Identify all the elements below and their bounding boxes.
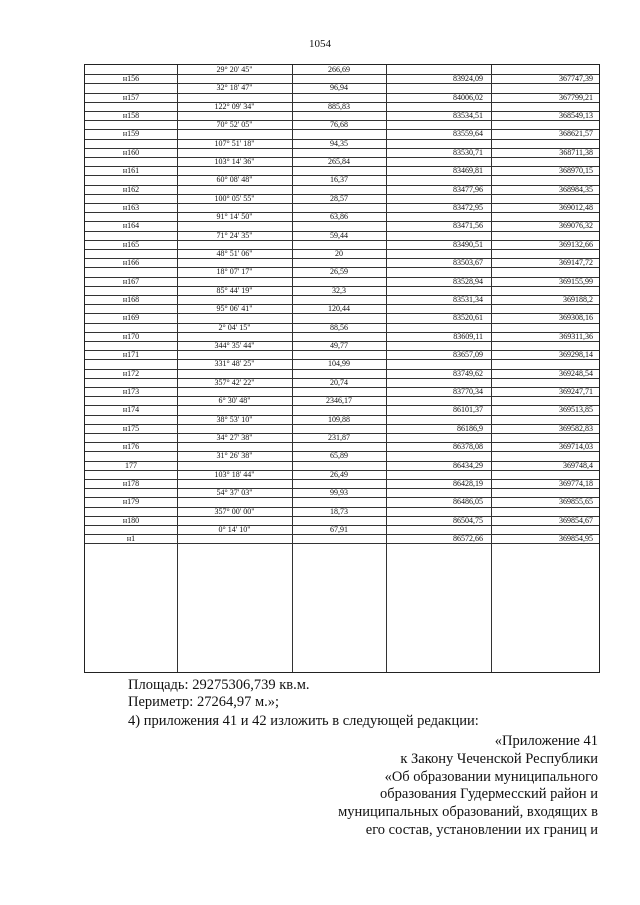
cell-point: н162 [122, 184, 140, 194]
cell-angle: 29° 20' 45" [216, 65, 253, 74]
table-row [85, 304, 599, 313]
cell-y: 368621,57 [559, 129, 593, 139]
cell-angle: 357° 42' 22" [214, 377, 255, 387]
table-row [85, 93, 599, 102]
appendix-header-line: «Об образовании муниципального [384, 768, 598, 785]
cell-length: 76,68 [330, 120, 348, 130]
cell-y: 369188,2 [563, 295, 593, 304]
table-row [85, 267, 599, 276]
cell-y: 369298,14 [559, 350, 593, 360]
cell-point: н165 [122, 239, 140, 249]
table-row [85, 461, 599, 470]
cell-length: 63,86 [330, 212, 348, 222]
cell-y: 369308,16 [559, 313, 593, 323]
table-row [85, 525, 599, 534]
cell-length: 96,94 [330, 83, 348, 93]
amendment-item: 4) приложения 41 и 42 изложить в следующей редакции: [128, 713, 479, 729]
cell-x: 86434,29 [453, 460, 483, 470]
cell-angle: 71° 24' 35" [216, 230, 253, 240]
appendix-header-line: к Закону Чеченской Республики [400, 750, 598, 767]
cell-y: 369147,72 [559, 258, 593, 268]
cell-y: 368970,15 [559, 166, 593, 176]
cell-y: 368711,38 [559, 147, 593, 157]
appendix-header-line: муниципальных образований, входящих в [338, 804, 598, 821]
table-row [85, 451, 599, 460]
cell-point: н174 [122, 405, 140, 415]
appendix-header-line: «Приложение 41 [494, 733, 598, 749]
coordinates-table [84, 64, 600, 673]
table-row [85, 65, 599, 74]
cell-point: н172 [122, 368, 140, 378]
cell-x: 83924,09 [453, 74, 483, 84]
table-row [85, 323, 599, 332]
cell-point: н179 [122, 497, 140, 507]
cell-x: 83472,95 [453, 203, 483, 212]
cell-length: 16,37 [330, 175, 348, 185]
table-row [85, 221, 599, 230]
cell-point: н175 [122, 423, 140, 433]
cell-y: 369132,66 [559, 239, 593, 249]
table-row [85, 102, 599, 111]
cell-angle: 122° 09' 34" [214, 101, 255, 111]
cell-x: 86486,05 [453, 497, 483, 507]
cell-y: 369513,85 [559, 405, 593, 415]
table-row [85, 148, 599, 157]
cell-x: 83749,62 [453, 368, 483, 378]
cell-angle: 31° 26' 38" [216, 451, 253, 461]
table-row [85, 111, 599, 120]
cell-point: н178 [122, 479, 140, 488]
table-row [85, 359, 599, 368]
cell-length: 26,59 [330, 267, 348, 277]
row-divider [85, 543, 599, 544]
table-row [85, 157, 599, 166]
cell-length: 88,56 [330, 322, 348, 332]
cell-angle: 54° 37' 03" [216, 488, 253, 498]
cell-y: 369248,54 [559, 368, 593, 378]
cell-y: 369854,95 [559, 534, 593, 544]
cell-point: н1 [126, 534, 136, 544]
table-row [85, 507, 599, 516]
cell-x: 86101,37 [453, 405, 483, 415]
table-row [85, 350, 599, 359]
cell-point: н170 [122, 331, 140, 341]
perimeter-line: Периметр: 27264,97 м.»; [128, 694, 280, 710]
cell-y: 369854,67 [559, 515, 593, 525]
table-row [85, 175, 599, 184]
table-row [85, 470, 599, 479]
table-row [85, 378, 599, 387]
cell-length: 20,74 [330, 377, 348, 387]
table-row [85, 194, 599, 203]
cell-point: н166 [122, 258, 140, 268]
cell-y: 369311,36 [559, 331, 593, 341]
table-row [85, 277, 599, 286]
cell-length: 109,88 [328, 414, 350, 424]
cell-point: н161 [122, 166, 140, 176]
table-row [85, 185, 599, 194]
table-row [85, 74, 599, 83]
cell-length: 18,73 [330, 506, 348, 516]
table-row [85, 231, 599, 240]
cell-y: 369155,99 [559, 276, 593, 286]
table-row [85, 488, 599, 497]
cell-length: 32,3 [332, 285, 346, 295]
cell-y: 367747,39 [559, 74, 593, 84]
cell-y: 368984,35 [559, 184, 593, 194]
table-row [85, 240, 599, 249]
cell-x: 83609,11 [453, 331, 483, 341]
table-row [85, 415, 599, 424]
cell-angle: 331° 48' 25" [214, 359, 255, 369]
cell-length: 94,35 [330, 138, 348, 148]
table-row [85, 534, 599, 543]
cell-point: н168 [122, 295, 140, 304]
cell-x: 84006,02 [453, 92, 483, 102]
table-row [85, 258, 599, 267]
cell-angle: 344° 35' 44" [214, 341, 255, 350]
table-row [85, 424, 599, 433]
cell-x: 83657,09 [453, 350, 483, 360]
cell-angle: 85° 44' 19" [216, 285, 253, 295]
table-row [85, 120, 599, 129]
cell-angle: 0° 14' 10" [218, 525, 251, 534]
cell-x: 86572,66 [453, 534, 483, 544]
cell-angle: 32° 18' 47" [216, 83, 253, 93]
cell-angle: 60° 08' 48" [216, 175, 253, 185]
table-row [85, 203, 599, 212]
cell-y: 369076,32 [559, 221, 593, 231]
table-row [85, 369, 599, 378]
cell-length: 104,99 [328, 359, 350, 369]
cell-point: н176 [122, 442, 140, 452]
cell-point: н158 [122, 111, 140, 120]
cell-point: н156 [122, 74, 140, 84]
area-line: Площадь: 29275306,739 кв.м. [128, 677, 310, 693]
cell-point: н171 [122, 350, 140, 360]
cell-angle: 18° 07' 17" [216, 267, 253, 277]
cell-y: 369247,71 [559, 387, 593, 396]
cell-angle: 34° 27' 38" [216, 433, 253, 442]
appendix-header-line: его состав, установлении их границ и [365, 821, 598, 838]
table-row [85, 212, 599, 221]
cell-angle: 91° 14' 50" [216, 212, 253, 222]
cell-x: 83477,96 [453, 184, 483, 194]
table-row [85, 387, 599, 396]
table-row [85, 497, 599, 506]
cell-length: 67,91 [330, 525, 348, 534]
cell-x: 83559,64 [453, 129, 483, 139]
cell-y: 369855,65 [559, 497, 593, 507]
cell-y: 369748,4 [563, 460, 593, 470]
cell-y: 368549,13 [559, 111, 593, 120]
cell-length: 99,93 [330, 488, 348, 498]
cell-length: 2346,17 [326, 396, 352, 406]
appendix-header [338, 733, 598, 840]
cell-x: 83471,56 [453, 221, 483, 231]
table-row [85, 332, 599, 341]
cell-x: 83520,61 [453, 313, 483, 323]
cell-length: 231,87 [328, 433, 350, 442]
cell-y: 369582,83 [559, 423, 593, 433]
cell-x: 83490,51 [453, 239, 483, 249]
cell-x: 83503,67 [453, 258, 483, 268]
cell-point: н163 [122, 203, 140, 212]
cell-x: 83770,34 [453, 387, 483, 396]
table-row [85, 166, 599, 175]
cell-angle: 95° 06' 41" [216, 304, 253, 314]
cell-angle: 70° 52' 05" [216, 120, 253, 130]
cell-length: 59,44 [330, 230, 348, 240]
table-row [85, 83, 599, 92]
cell-x: 86378,08 [453, 442, 483, 452]
cell-point: н173 [122, 387, 140, 396]
cell-angle: 38° 53' 10" [216, 414, 253, 424]
table-row [85, 396, 599, 405]
cell-angle: 6° 30' 48" [218, 396, 251, 406]
cell-x: 83469,81 [453, 166, 483, 176]
cell-angle: 48° 51' 06" [216, 249, 253, 258]
cell-point: н167 [122, 276, 140, 286]
table-row [85, 249, 599, 258]
page-number: 1054 [309, 38, 331, 50]
cell-point: н159 [122, 129, 140, 139]
appendix-header-line: образования Гудермесский район и [380, 786, 598, 803]
cell-point: н160 [122, 147, 140, 157]
cell-point: н180 [122, 515, 140, 525]
cell-x: 83528,94 [453, 276, 483, 286]
cell-y: 369774,18 [559, 479, 593, 488]
table-row [85, 433, 599, 442]
cell-length: 65,89 [330, 451, 348, 461]
cell-angle: 2° 04' 15" [218, 322, 251, 332]
table-row [85, 295, 599, 304]
table-row [85, 286, 599, 295]
cell-length: 20 [335, 249, 343, 258]
cell-x: 83534,51 [453, 111, 483, 120]
cell-x: 86186,9 [457, 423, 483, 433]
cell-length: 265,84 [328, 157, 350, 166]
cell-angle: 103° 18' 44" [214, 469, 255, 479]
cell-x: 86428,19 [453, 479, 483, 488]
cell-y: 367799,21 [559, 92, 593, 102]
table-row [85, 139, 599, 148]
cell-angle: 357° 00' 00" [214, 506, 255, 516]
cell-length: 28,57 [330, 193, 348, 203]
cell-y: 369012,48 [559, 203, 593, 212]
cell-point: 177 [125, 460, 137, 470]
cell-point: н164 [122, 221, 140, 231]
table-row [85, 313, 599, 322]
cell-length: 120,44 [328, 304, 350, 314]
table-row [85, 516, 599, 525]
cell-length: 266,69 [328, 65, 350, 74]
cell-x: 83530,71 [453, 147, 483, 157]
cell-angle: 107° 51' 18" [214, 138, 255, 148]
table-row [85, 341, 599, 350]
cell-point: н169 [122, 313, 140, 323]
cell-length: 49,77 [330, 341, 348, 350]
cell-length: 26,49 [330, 469, 348, 479]
cell-angle: 103° 14' 36" [214, 157, 255, 166]
cell-x: 83531,34 [453, 295, 483, 304]
table-row [85, 129, 599, 138]
table-row [85, 479, 599, 488]
cell-y: 369714,03 [559, 442, 593, 452]
table-row [85, 405, 599, 414]
cell-point: н157 [122, 92, 140, 102]
cell-x: 86504,75 [453, 515, 483, 525]
table-row [85, 442, 599, 451]
cell-length: 885,83 [328, 101, 350, 111]
cell-angle: 100° 05' 55" [214, 193, 255, 203]
